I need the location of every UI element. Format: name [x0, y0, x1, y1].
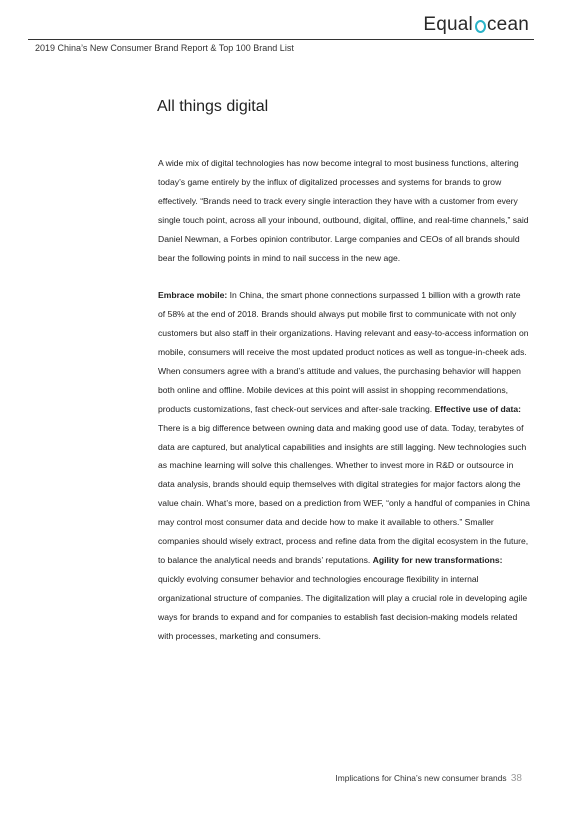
heading-embrace-mobile: Embrace mobile:: [158, 290, 228, 301]
text-embrace-mobile: In China, the smart phone connections surpassed 1 billion with a growth rate of 58% at the end of 2018. Brands should always put mobile first to communicate with not only customers but also staff in their organizations. Having relevant and easy-to-access information on mobile, consumers will receive the most updated product notices as well as tongue-in-cheek ads. When consumers agree with a brand’s attitude and values, the purchasing behavior will happen both online and offline. Mobile devices at this point will assist in shopping recommendations, products customizations, fast check-out services and after-sale tracking.: [158, 290, 529, 414]
strategies-paragraph: [158, 286, 530, 645]
page-footer: [335, 773, 522, 784]
logo-text-cean: cean: [486, 14, 529, 35]
intro-paragraph: A wide mix of digital technologies has now become integral to most business functions, altering today’s game entirely by the influx of digitalized processes and systems for brands to grow effectively. “Brands need to track every single interaction they have with a customer from every single touch point, across all your inbound, outbound, digital, offline, and real-time channels,” said Daniel Newman, a Forbes opinion contributor. Large companies and CEOs of all brands should bear the following points in mind to nail success in the new age.: [158, 158, 529, 263]
heading-effective-data: Effective use of data:: [434, 403, 521, 414]
heading-agility: Agility for new transformations:: [372, 555, 503, 566]
text-agility: quickly evolving consumer behavior and technologies encourage flexibility in internal organizational structure of companies. The digitalization will play a crucial role in developing agile ways for brands to expand and for companies to establish fast decision-making models related with processes, marketing and consumers.: [158, 573, 528, 641]
report-header-title: 2019 China’s New Consumer Brand Report & Top 100 Brand List: [35, 43, 294, 53]
equalocean-logo: [423, 14, 529, 36]
body-text: [158, 154, 530, 646]
section-title: All things digital: [157, 98, 269, 115]
logo-o-ring-icon: [475, 20, 486, 33]
page-number: 38: [510, 773, 522, 784]
footer-text: Implications for China’s new consumer brands: [335, 773, 507, 783]
header-rule: [28, 39, 534, 40]
logo-text-equal: Equal: [423, 14, 473, 35]
text-effective-data: There is a big difference between owning data and making good use of data. Today, terabytes of data are captured, but analytical capabilities and insights are still lagging. New technologies such as machine learning will solve this challenges. Whether to invest more in R&D or outsource in data analysis, brands should equip themselves with digital strategies for major factors along the value chain. What’s more, based on a prediction from WEF, “only a handful of companies in China may control most consumer data and decide how to make it available to others.” Smaller companies should wisely extract, process and refine data from the digital ecosystem in the future, to balance the analytical needs and brands’ reputations.: [158, 422, 530, 566]
